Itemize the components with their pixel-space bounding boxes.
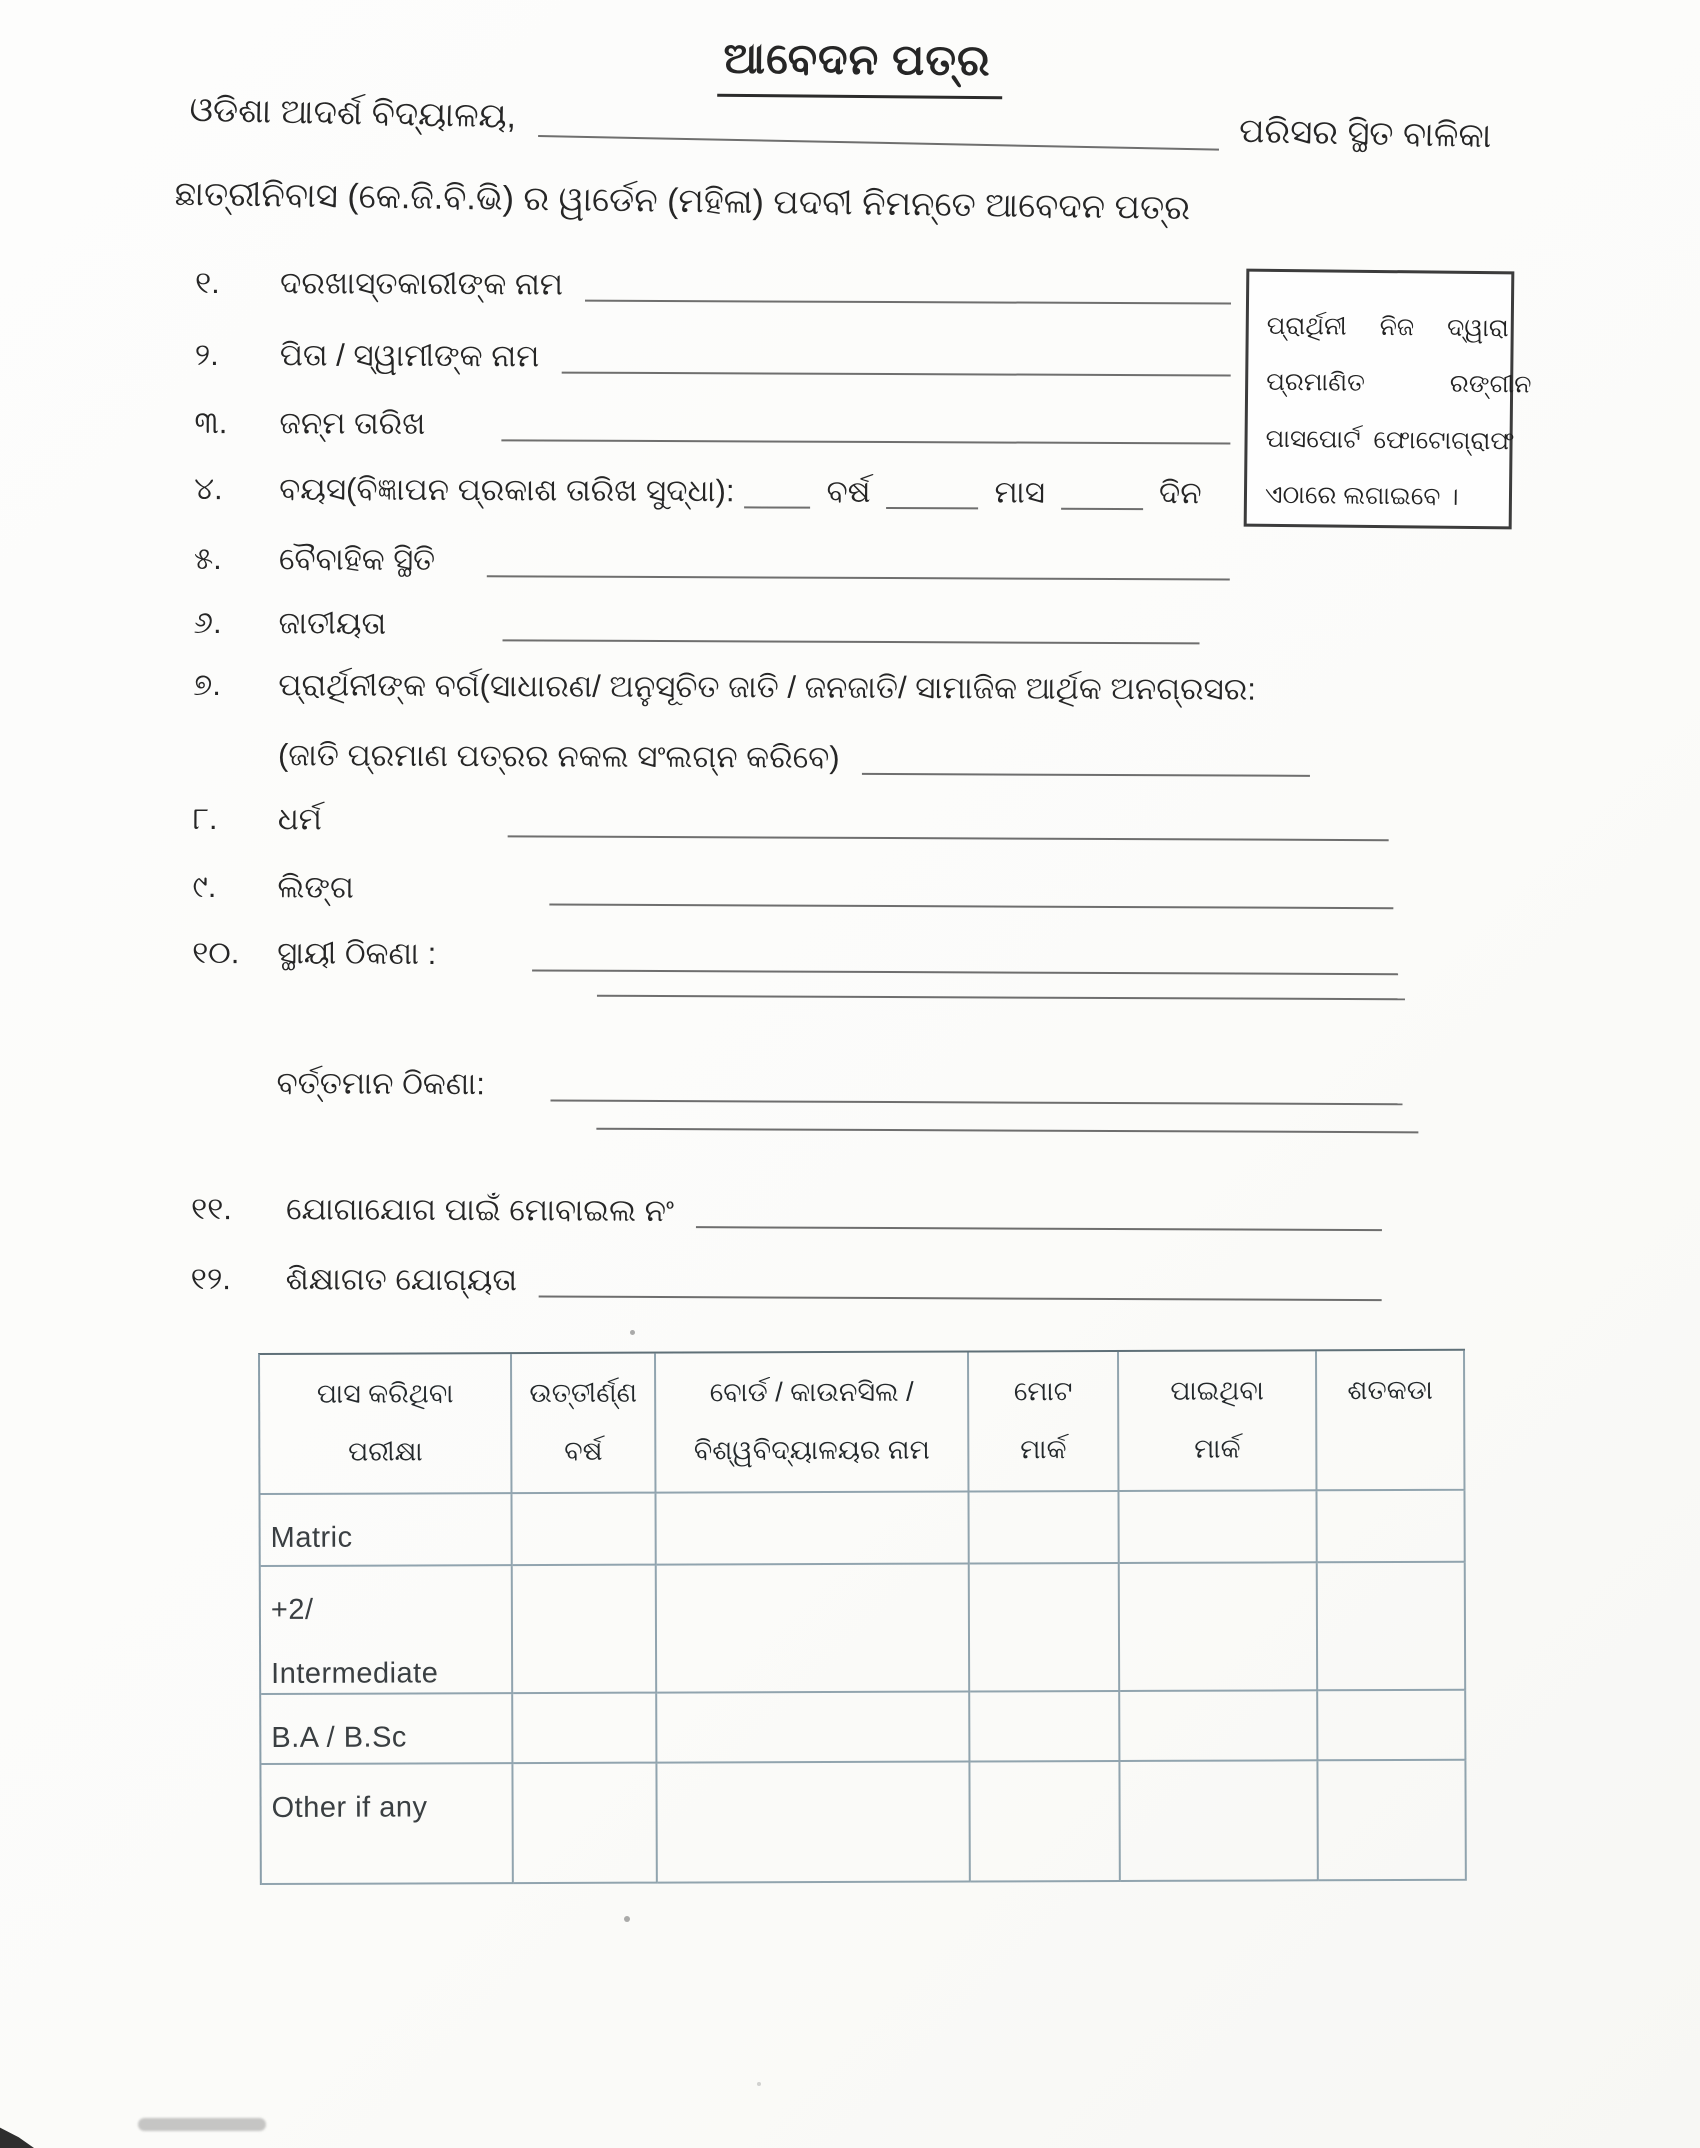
field-category-note bbox=[278, 734, 1316, 780]
field-label: ଧର୍ମ bbox=[277, 801, 323, 837]
nationality-blank bbox=[502, 631, 1199, 644]
field-number: ୧୧. bbox=[190, 1190, 233, 1227]
age-months-blank bbox=[886, 499, 978, 509]
field-label: ଶିକ୍ଷାଗତ ଯୋଗ୍ୟତା bbox=[285, 1261, 518, 1298]
field-number: ୨. bbox=[194, 336, 219, 373]
table-header-year: ଉତ୍ତୀର୍ଣ୍ଣ ବର୍ଷ bbox=[512, 1354, 656, 1495]
days-unit-label: ଦିନ bbox=[1158, 475, 1202, 511]
table-cell-empty bbox=[657, 1565, 970, 1694]
field-label: ସ୍ଥାୟୀ ଠିକଣା : bbox=[277, 935, 437, 972]
field-applicant-name bbox=[195, 262, 1237, 308]
field-mobile-number bbox=[191, 1188, 1388, 1235]
field-label: ବୟସ(ବିଜ୍ଞାପନ ପ୍ରକାଶ ତାରିଖ ସୁଦ୍ଧା): bbox=[279, 471, 735, 509]
present-address-blank bbox=[551, 1091, 1403, 1105]
field-label: ଲିଙ୍ଗ bbox=[277, 869, 354, 905]
field-marital-status bbox=[194, 538, 1236, 584]
field-number: ୭. bbox=[193, 666, 221, 703]
field-number: ୬. bbox=[193, 604, 222, 641]
field-number: ୮. bbox=[192, 800, 218, 837]
table-cell-empty bbox=[1120, 1761, 1318, 1882]
table-row-matric-label: Matric bbox=[260, 1494, 512, 1567]
mobile-number-blank bbox=[696, 1218, 1382, 1231]
table-cell-empty bbox=[513, 1566, 657, 1695]
scan-speck bbox=[630, 1330, 635, 1335]
table-cell-empty bbox=[970, 1762, 1120, 1883]
table-cell-empty bbox=[1119, 1491, 1317, 1564]
field-label: ପ୍ରାର୍ଥିନୀଙ୍କ ବର୍ଗ(ସାଧାରଣ/ ଅନୁସୂଚିତ ଜାତି / ଜନଜାତି/ ସାମାଜିକ ଆର୍ଥିକ ଅନଗ୍ରସର: bbox=[278, 667, 1256, 707]
table-cell-empty bbox=[969, 1492, 1119, 1565]
permanent-address-blank bbox=[532, 961, 1398, 975]
present-address-blank-2 bbox=[596, 1120, 1418, 1134]
father-husband-name-blank bbox=[561, 363, 1230, 376]
table-cell-empty bbox=[1318, 1761, 1466, 1882]
table-header-exam: ପାସ କରିଥିବା ପରୀକ୍ଷା bbox=[260, 1354, 512, 1495]
age-years-blank bbox=[744, 498, 810, 508]
table-header-secured-marks: ପାଇଥିବା ମାର୍କ bbox=[1119, 1351, 1317, 1492]
table-cell-empty bbox=[970, 1564, 1120, 1693]
field-date-of-birth bbox=[194, 402, 1236, 448]
years-unit-label: ବର୍ଷ bbox=[826, 473, 871, 509]
field-number: ୫. bbox=[193, 540, 222, 577]
field-number: ୩. bbox=[194, 404, 228, 441]
table-cell-empty bbox=[657, 1693, 970, 1764]
field-number: ୧୦. bbox=[192, 934, 240, 971]
table-header-total-marks: ମୋଟ ମାର୍କ bbox=[969, 1352, 1119, 1493]
table-cell-empty bbox=[1120, 1563, 1318, 1692]
field-nationality bbox=[193, 602, 1205, 648]
field-educational-qualification bbox=[191, 1258, 1388, 1305]
date-of-birth-blank bbox=[501, 431, 1230, 444]
table-cell-empty bbox=[970, 1692, 1120, 1763]
field-label: ଜନ୍ମ ତାରିଖ bbox=[279, 405, 426, 441]
applicant-name-blank bbox=[585, 292, 1231, 305]
campus-label: ପରିସର ସ୍ଥିତ ବାଳିକା bbox=[1238, 112, 1492, 156]
marital-status-blank bbox=[487, 567, 1230, 580]
months-unit-label: ମାସ bbox=[994, 474, 1046, 510]
permanent-address-blank-2 bbox=[597, 987, 1405, 1001]
field-category bbox=[193, 664, 1505, 712]
table-row-other-label: Other if any bbox=[261, 1764, 513, 1885]
present-address-line2 bbox=[596, 1120, 1418, 1138]
educational-qualification-blank bbox=[539, 1287, 1382, 1301]
field-number: ୧୨. bbox=[190, 1260, 232, 1297]
field-label: ପିତା / ସ୍ୱାମୀଙ୍କ ନାମ bbox=[279, 337, 540, 374]
table-header-percentage: ଶତକଡା bbox=[1317, 1351, 1465, 1492]
field-number: ୯. bbox=[192, 868, 217, 905]
field-number: ୪. bbox=[194, 470, 223, 507]
photo-box-line: ଏଠାରେ ଲଗାଇବେ । bbox=[1264, 480, 1459, 511]
scan-speck bbox=[624, 1916, 630, 1922]
field-sublabel: (ଜାତି ପ୍ରମାଣ ପତ୍ରର ନକଲ ସଂଲଗ୍ନ କରିବେ) bbox=[277, 737, 840, 775]
field-sublabel: ବର୍ତ୍ତମାନ ଠିକଣା: bbox=[276, 1065, 485, 1102]
field-religion bbox=[193, 798, 1395, 845]
table-row-intermediate-label: +2/ Intermediate bbox=[261, 1566, 513, 1695]
religion-blank bbox=[508, 827, 1389, 841]
age-days-blank bbox=[1061, 500, 1143, 510]
page-title: ଆବେଦନ ପତ୍ର bbox=[717, 35, 1003, 99]
field-father-husband-name bbox=[195, 334, 1237, 380]
table-cell-empty bbox=[513, 1694, 657, 1765]
table-row-graduation-label: B.A / B.Sc bbox=[261, 1694, 513, 1765]
table-cell-empty bbox=[513, 1764, 657, 1885]
table-cell-empty bbox=[1318, 1691, 1466, 1762]
field-age bbox=[194, 468, 1506, 516]
permanent-address-line2 bbox=[597, 987, 1405, 1005]
field-permanent-address bbox=[192, 932, 1404, 979]
table-cell-empty bbox=[1120, 1691, 1318, 1762]
school-name-label: ଓଡିଶା ଆଦର୍ଶ ବିଦ୍ୟାଳୟ, bbox=[189, 90, 517, 136]
field-present-address bbox=[276, 1062, 1408, 1109]
photo-box-line: ପ୍ରମାଣିତ ରଙ୍ଗୀନ bbox=[1266, 368, 1532, 399]
field-label: ଦରଖାସ୍ତକାରୀଙ୍କ ନାମ bbox=[279, 265, 564, 302]
photo-box-line: ପାସପୋର୍ଟ ଫୋଟୋଗ୍ରାଫ bbox=[1265, 424, 1515, 455]
gender-blank bbox=[550, 895, 1394, 909]
field-number: ୧. bbox=[195, 264, 220, 301]
field-label: ଯୋଗାଯୋଗ ପାଇଁ ମୋବାଇଲ ନଂ bbox=[285, 1191, 675, 1229]
table-header-board: ବୋର୍ଡ / କାଉନସିଲ / ବିଶ୍ୱବିଦ୍ୟାଳୟର ନାମ bbox=[656, 1353, 969, 1494]
category-blank bbox=[862, 765, 1310, 777]
field-label: ବୈବାହିକ ସ୍ଥିତି bbox=[278, 541, 436, 578]
table-cell-empty bbox=[1318, 1563, 1466, 1692]
table-cell-empty bbox=[657, 1763, 970, 1884]
field-gender bbox=[192, 866, 1399, 913]
table-cell-empty bbox=[1317, 1491, 1465, 1564]
table-cell-empty bbox=[656, 1493, 969, 1566]
field-label: ଜାତୀୟତା bbox=[278, 605, 387, 641]
scan-smudge bbox=[138, 2118, 266, 2131]
qualification-table bbox=[258, 1349, 1467, 1885]
scan-speck bbox=[757, 2082, 761, 2086]
photo-box-line: ପ୍ରାର୍ଥିନୀ ନିଜ ଦ୍ୱାରା bbox=[1266, 311, 1509, 343]
post-description-label: ଛାତ୍ରୀନିବାସ (କେ.ଜି.ବି.ଭି) ର ୱାର୍ଡେନ (ମହିଳା) ପଦବୀ ନିମନ୍ତେ ଆବେଦନ ପତ୍ର bbox=[174, 174, 1191, 228]
table-cell-empty bbox=[512, 1494, 656, 1567]
